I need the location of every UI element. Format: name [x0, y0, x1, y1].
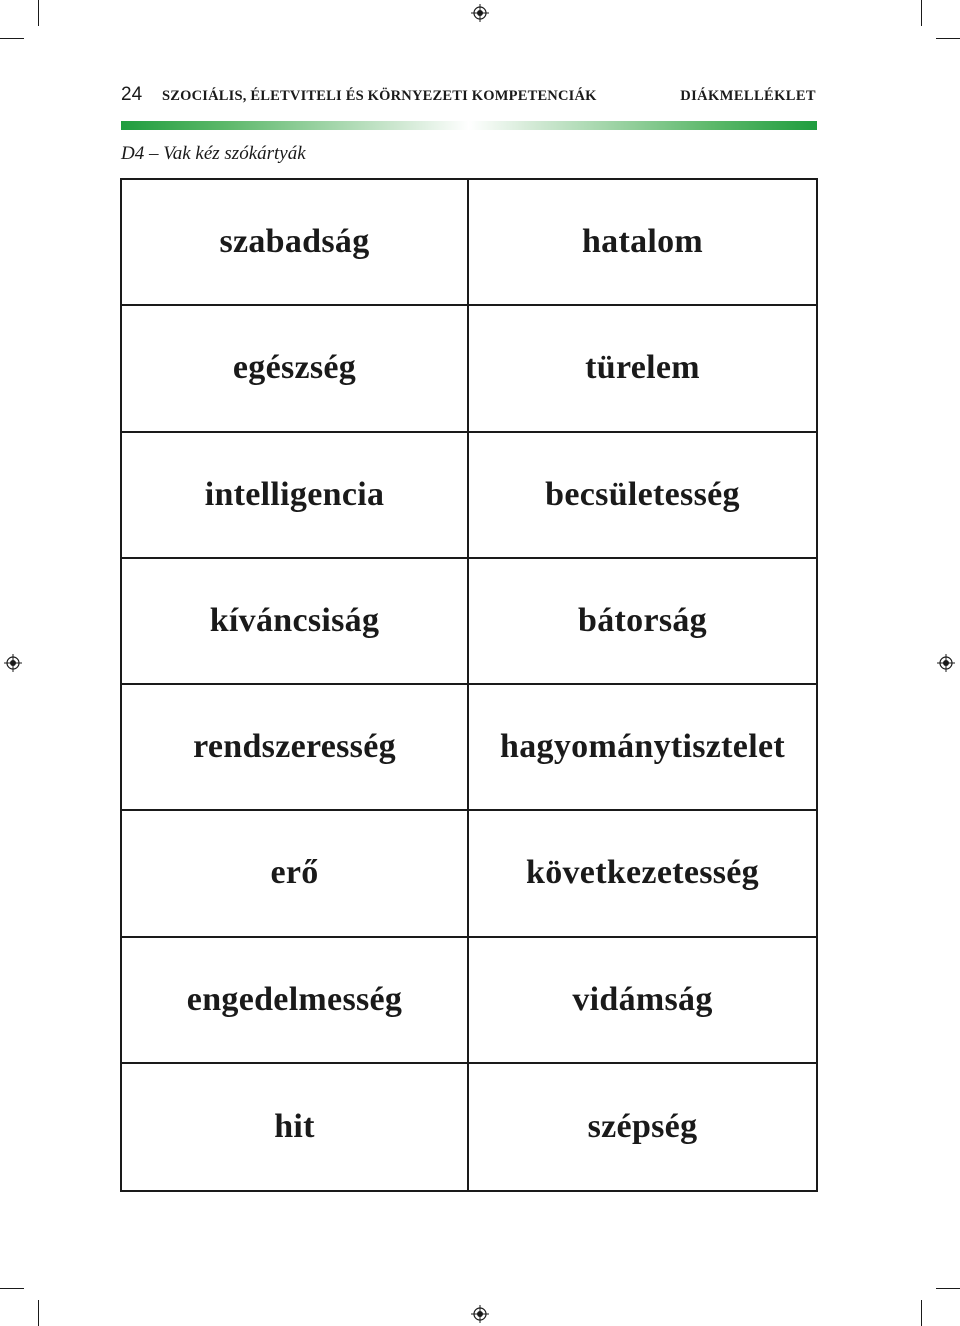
page-number: 24 — [121, 84, 143, 105]
crop-mark — [0, 1288, 24, 1289]
header-divider — [121, 121, 817, 130]
running-title: SZOCIÁLIS, ÉLETVITELI ÉS KÖRNYEZETI KOMPETENCIÁK — [162, 88, 597, 104]
crop-mark — [38, 0, 39, 26]
word-card: hatalom — [469, 180, 816, 306]
word-card-grid — [120, 178, 818, 1192]
word-card: erő — [122, 811, 469, 937]
section-title: D4 – Vak kéz szókártyák — [121, 143, 306, 164]
word-card: rendszeresség — [122, 685, 469, 811]
crop-mark — [921, 0, 922, 26]
crop-mark — [0, 38, 24, 39]
word-card: engedelmesség — [122, 938, 469, 1064]
registration-mark-icon — [4, 654, 22, 672]
registration-mark-icon — [471, 1305, 489, 1323]
word-card: bátorság — [469, 559, 816, 685]
crop-mark — [38, 1300, 39, 1326]
word-card: egészség — [122, 306, 469, 432]
section-label: DIÁKMELLÉKLET — [680, 88, 816, 104]
word-card: hagyománytisztelet — [469, 685, 816, 811]
crop-mark — [936, 1288, 960, 1289]
word-card: kíváncsiság — [122, 559, 469, 685]
word-card: hit — [122, 1064, 469, 1190]
word-card: intelligencia — [122, 433, 469, 559]
word-card: türelem — [469, 306, 816, 432]
word-card: szépség — [587, 1107, 698, 1145]
word-card: vidámság — [469, 938, 816, 1064]
word-card: szabadság — [122, 180, 469, 306]
word-card: következetesség — [469, 811, 816, 937]
registration-mark-icon — [471, 4, 489, 22]
crop-mark — [921, 1300, 922, 1326]
word-card: becsületesség — [469, 433, 816, 559]
crop-mark — [936, 38, 960, 39]
registration-mark-icon — [937, 654, 955, 672]
